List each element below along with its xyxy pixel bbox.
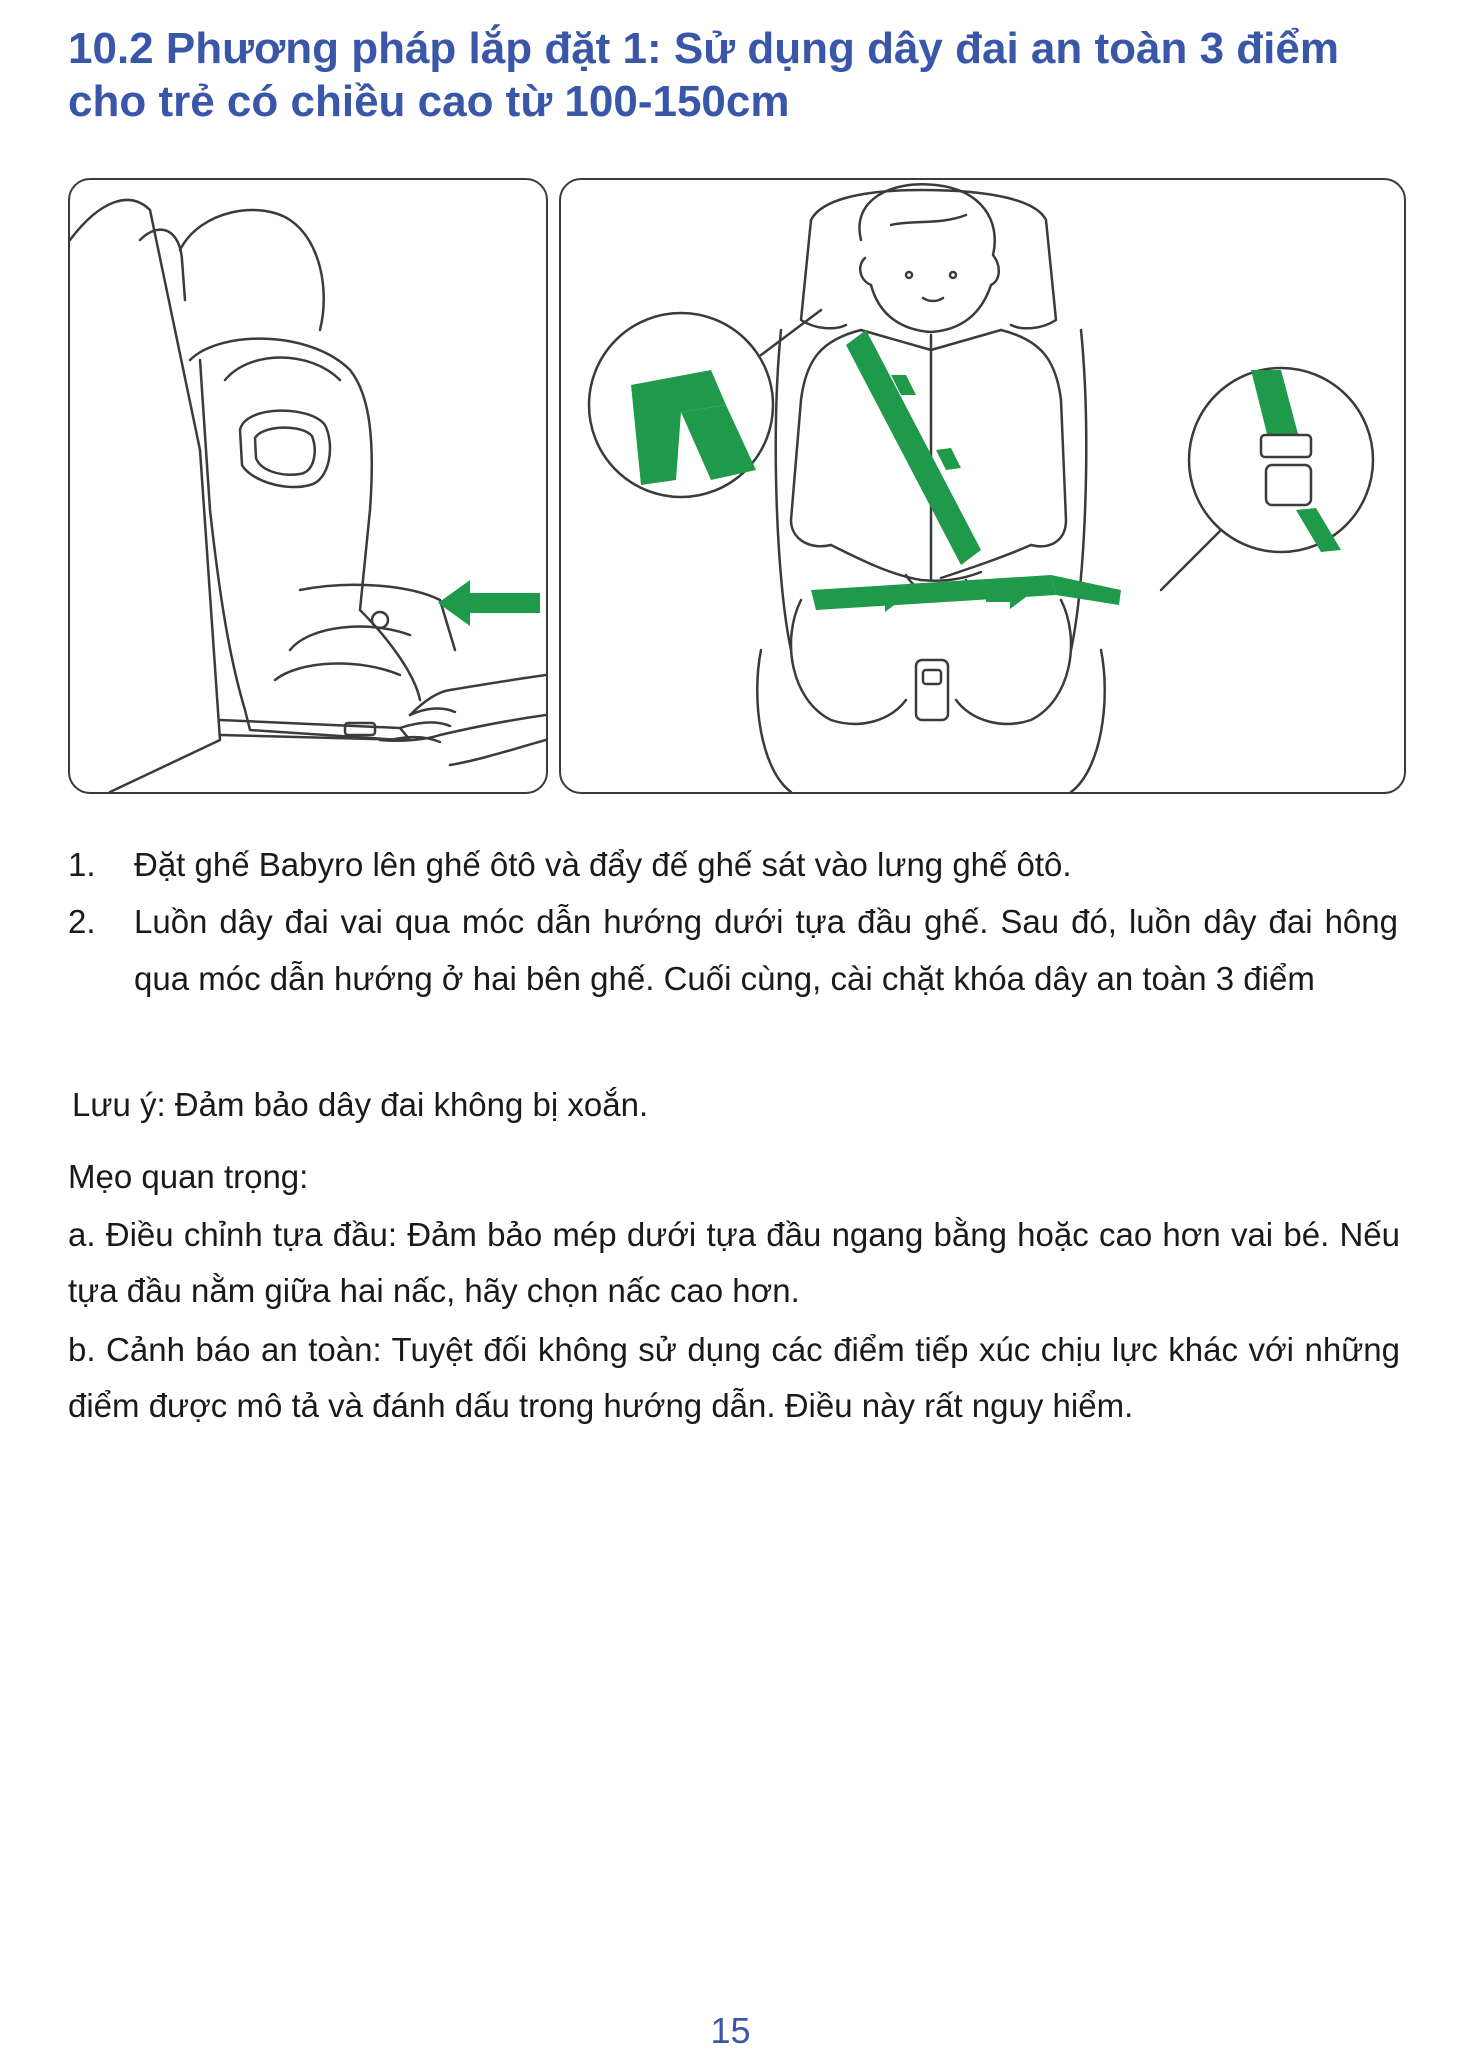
page-title: 10.2 Phương pháp lắp đặt 1: Sử dụng dây đai an toàn 3 điểm cho trẻ có chiều cao từ 100-150cm [68,24,1339,126]
step-number: 2. [68,903,96,940]
note-text: Lưu ý: Đảm bảo dây đai không bị xoắn. [72,1086,649,1123]
step-item [68,893,1398,1007]
tip-headrest: a. Điều chỉnh tựa đầu: Đảm bảo mép dưới tựa đầu ngang bằng hoặc cao hơn vai bé. Nếu tựa đầu nằm giữa hai nấc, hãy chọn nấc cao hơn. [68,1216,1400,1309]
step-number: 1. [68,846,96,883]
tip-safety-warning: b. Cảnh báo an toàn: Tuyệt đối không sử dụng các điểm tiếp xúc chịu lực khác với những điểm được mô tả và đánh dấu trong hướng dẫn. Điều này rất nguy hiểm. [68,1331,1400,1424]
instruction-steps [68,836,1398,1007]
tips-heading: Mẹo quan trọng: [68,1158,309,1195]
step-item [68,836,1398,893]
page-number: 15 [710,2010,751,2051]
figure-belt-routing [559,178,1406,794]
step-text: Đặt ghế Babyro lên ghế ôtô và đẩy đế ghế sát vào lưng ghế ôtô. [134,846,1072,883]
step-text: Luồn dây đai vai qua móc dẫn hướng dưới tựa đầu ghế. Sau đó, luồn dây đai hông qua móc dẫn hướng ở hai bên ghế. Cuối cùng, cài chặt khóa dây an toàn 3 điểm [134,903,1398,997]
child-belt-illustration [561,180,1404,792]
seat-push-illustration [70,180,546,792]
figure-push-seat [68,178,548,794]
